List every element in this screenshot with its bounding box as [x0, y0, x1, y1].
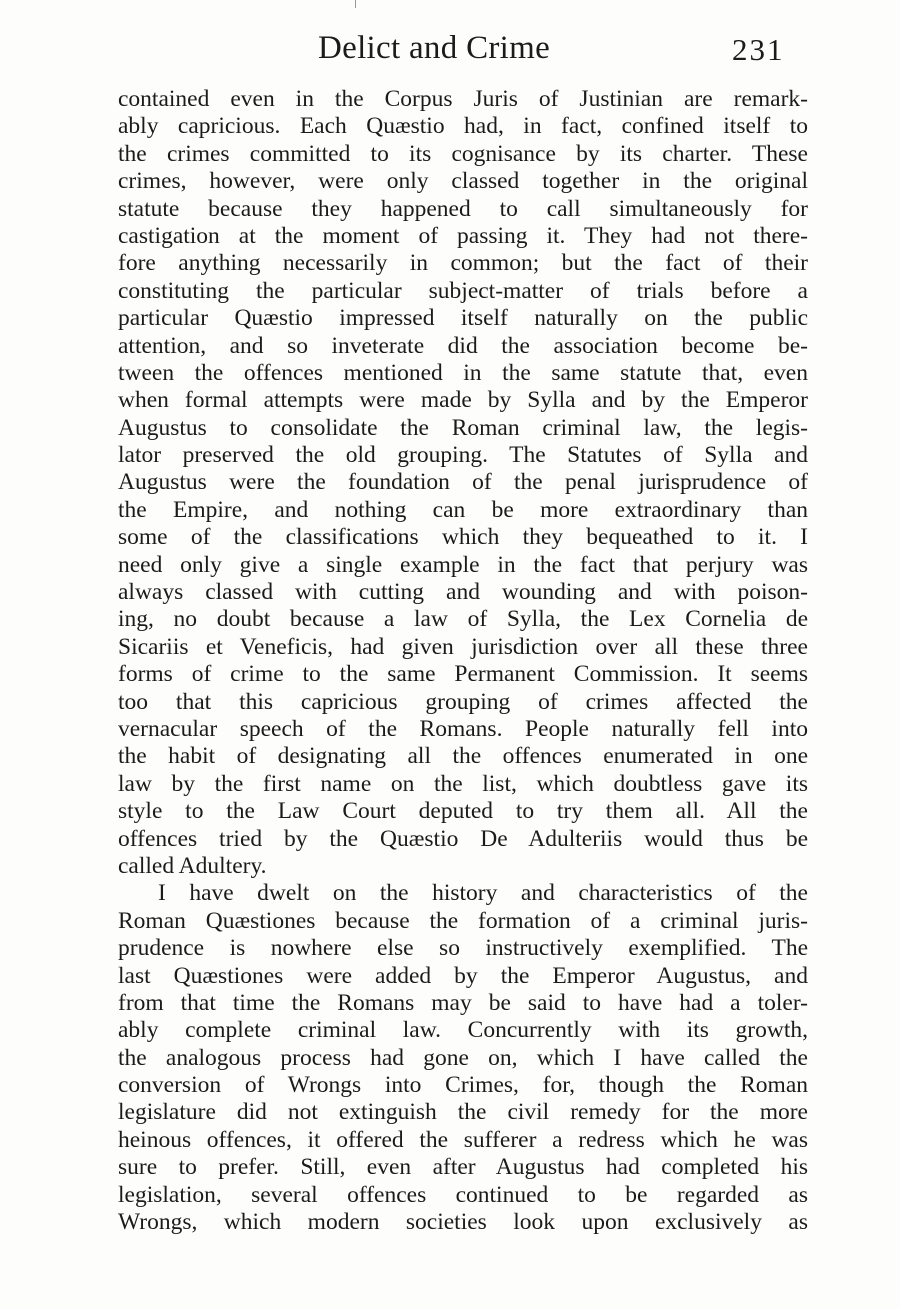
- text-line: crimes, however, were only classed together in the original: [118, 168, 808, 195]
- text-line: castigation at the moment of passing it. They had not there-: [118, 222, 808, 249]
- text-line: ably capricious. Each Quæstio had, in fact, confined itself to: [118, 113, 808, 140]
- text-line: forms of crime to the same Permanent Commission. It seems: [118, 661, 808, 688]
- text-line: Augustus were the foundation of the penal jurisprudence of: [118, 469, 808, 496]
- text-line: the analogous process had gone on, which I have called the: [118, 1044, 808, 1071]
- paragraph-start-line: I have dwelt on the history and characteristics of the: [158, 880, 808, 907]
- text-line: from that time the Romans may be said to have had a toler-: [118, 989, 808, 1016]
- text-line: law by the first name on the list, which doubtless gave its: [118, 770, 808, 797]
- text-line: statute because they happened to call simultaneously for: [118, 195, 808, 222]
- running-head: Delict and Crime: [318, 30, 551, 66]
- text-line: some of the classifications which they bequeathed to it. I: [118, 524, 808, 551]
- page-number: 231: [732, 32, 785, 67]
- text-line: contained even in the Corpus Juris of Justinian are remark-: [118, 86, 808, 112]
- text-line: when formal attempts were made by Sylla and by the Emperor: [118, 387, 808, 414]
- text-line: constituting the particular subject-matter of trials before a: [118, 277, 808, 304]
- text-line: ing, no doubt because a law of Sylla, the Lex Cornelia de: [118, 606, 808, 633]
- text-line: legislation, several offences continued to be regarded as: [118, 1181, 808, 1208]
- text-line: vernacular speech of the Romans. People naturally fell into: [118, 715, 808, 742]
- text-line: prudence is nowhere else so instructively exemplified. The: [118, 935, 808, 962]
- text-line: style to the Law Court deputed to try them all. All the: [118, 798, 808, 825]
- text-line: Wrongs, which modern societies look upon exclusively as: [118, 1209, 808, 1236]
- text-line: always classed with cutting and wounding and with poison-: [118, 579, 808, 606]
- text-line: particular Quæstio impressed itself naturally on the public: [118, 305, 808, 332]
- text-line: need only give a single example in the fact that perjury was: [118, 551, 808, 578]
- text-line: offences tried by the Quæstio De Adulteriis would thus be: [118, 825, 808, 852]
- text-line: tween the offences mentioned in the same statute that, even: [118, 359, 808, 386]
- text-line: ably complete criminal law. Concurrently with its growth,: [118, 1017, 808, 1044]
- text-line: fore anything necessarily in common; but the fact of their: [118, 250, 808, 277]
- text-line: Sicariis et Veneficis, had given jurisdiction over all these three: [118, 633, 808, 660]
- text-line: conversion of Wrongs into Crimes, for, though the Roman: [118, 1072, 808, 1099]
- paragraph-end-line: called Adultery.: [118, 852, 267, 879]
- page-header: [0, 30, 900, 74]
- text-line: the habit of designating all the offences enumerated in one: [118, 743, 808, 770]
- text-line: attention, and so inveterate did the association become be-: [118, 332, 808, 359]
- text-line: last Quæstiones were added by the Emperor Augustus, and: [118, 962, 808, 989]
- body-text: [118, 86, 808, 1236]
- top-edge-mark: [355, 0, 356, 8]
- text-line: lator preserved the old grouping. The Statutes of Sylla and: [118, 442, 808, 469]
- text-line: legislature did not extinguish the civil remedy for the more: [118, 1099, 808, 1126]
- text-line: sure to prefer. Still, even after Augustus had completed his: [118, 1154, 808, 1181]
- text-line: Augustus to consolidate the Roman criminal law, the legis-: [118, 414, 808, 441]
- text-line: the Empire, and nothing can be more extraordinary than: [118, 496, 808, 523]
- text-line: too that this capricious grouping of crimes affected the: [118, 688, 808, 715]
- text-line: heinous offences, it offered the sufferer a redress which he was: [118, 1126, 808, 1153]
- text-line: the crimes committed to its cognisance by its charter. These: [118, 140, 808, 167]
- text-line: Roman Quæstiones because the formation of a criminal juris-: [118, 907, 808, 934]
